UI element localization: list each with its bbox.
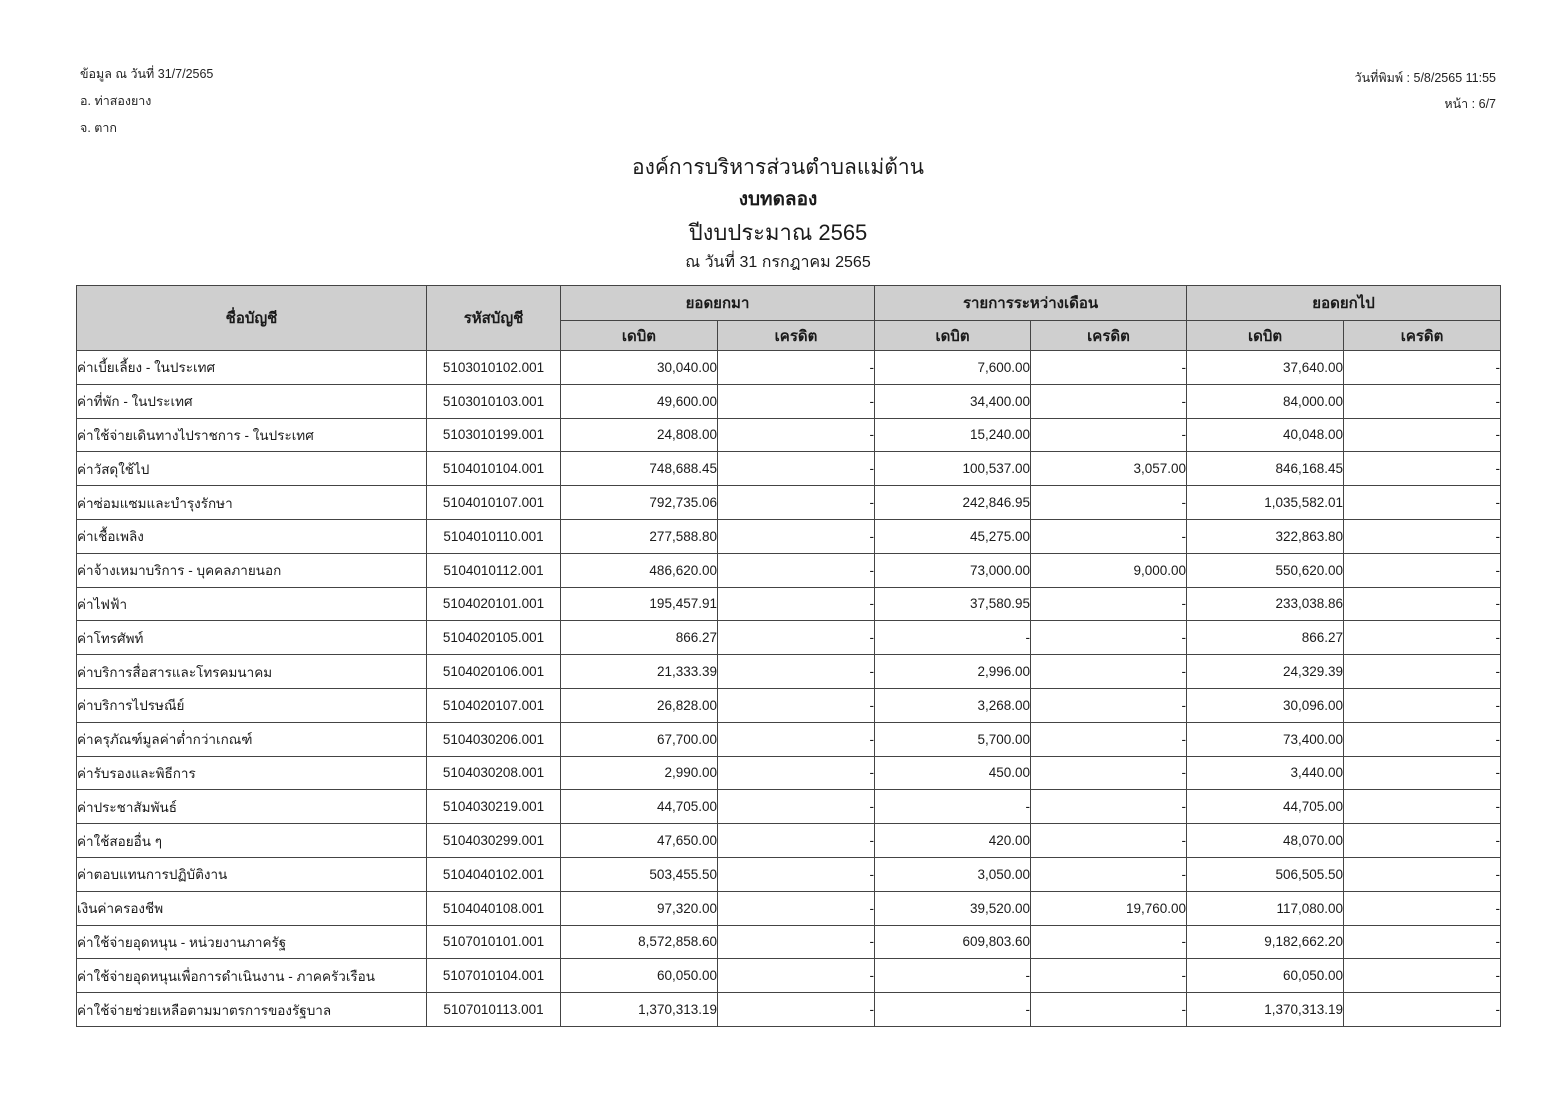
table-row [77,384,1501,418]
brought-forward-credit-cell: - [718,452,875,486]
brought-forward-debit-cell: 49,600.00 [561,384,718,418]
brought-forward-credit-cell: - [718,418,875,452]
account-code-cell: 5103010199.001 [427,418,561,452]
month-debit-cell: 34,400.00 [875,384,1031,418]
organization-title: องค์การบริหารส่วนตำบลแม่ต้าน [632,156,924,179]
account-code-cell: 5104040102.001 [427,857,561,891]
table-row [77,959,1501,993]
header-debit: เดบิต [875,321,1031,351]
account-name-cell: ค่าบริการไปรษณีย์ [77,688,427,722]
table-row [77,722,1501,756]
carried-forward-credit-cell: - [1344,824,1501,858]
brought-forward-credit-cell: - [718,384,875,418]
carried-forward-debit-cell: 322,863.80 [1187,519,1344,553]
account-code-cell: 5104030299.001 [427,824,561,858]
account-name-cell: เงินค่าครองชีพ [77,891,427,925]
header-account-name: ชื่อบัญชี [77,286,427,351]
carried-forward-debit-cell: 506,505.50 [1187,857,1344,891]
table-row [77,351,1501,385]
carried-forward-credit-cell: - [1344,351,1501,385]
brought-forward-debit-cell: 792,735.06 [561,486,718,520]
header-during-month: รายการระหว่างเดือน [875,286,1187,321]
brought-forward-credit-cell: - [718,655,875,689]
account-code-cell: 5104030208.001 [427,756,561,790]
header-brought-forward: ยอดยกมา [561,286,875,321]
account-code-cell: 5104010107.001 [427,486,561,520]
carried-forward-credit-cell: - [1344,519,1501,553]
table-row [77,993,1501,1027]
carried-forward-debit-cell: 866.27 [1187,621,1344,655]
month-credit-cell: - [1031,519,1187,553]
table-row [77,857,1501,891]
district: อ. ท่าสองยาง [80,94,152,108]
table-row [77,688,1501,722]
carried-forward-debit-cell: 24,329.39 [1187,655,1344,689]
brought-forward-debit-cell: 60,050.00 [561,959,718,993]
header-credit: เครดิต [1344,321,1501,351]
brought-forward-credit-cell: - [718,587,875,621]
account-code-cell: 5104010112.001 [427,553,561,587]
account-name-cell: ค่าบริการสื่อสารและโทรคมนาคม [77,655,427,689]
brought-forward-credit-cell: - [718,351,875,385]
fiscal-year: ปีงบประมาณ 2565 [688,220,868,245]
brought-forward-credit-cell: - [718,925,875,959]
carried-forward-credit-cell: - [1344,993,1501,1027]
account-code-cell: 5104020106.001 [427,655,561,689]
month-debit-cell: 100,537.00 [875,452,1031,486]
carried-forward-credit-cell: - [1344,959,1501,993]
brought-forward-debit-cell: 24,808.00 [561,418,718,452]
carried-forward-debit-cell: 9,182,662.20 [1187,925,1344,959]
month-debit-cell: - [875,993,1031,1027]
header-debit: เดบิต [1187,321,1344,351]
carried-forward-debit-cell: 846,168.45 [1187,452,1344,486]
brought-forward-debit-cell: 486,620.00 [561,553,718,587]
account-code-cell: 5107010113.001 [427,993,561,1027]
brought-forward-credit-cell: - [718,688,875,722]
month-debit-cell: 2,996.00 [875,655,1031,689]
table-row [77,587,1501,621]
account-name-cell: ค่ารับรองและพิธีการ [77,756,427,790]
account-code-cell: 5103010103.001 [427,384,561,418]
account-name-cell: ค่าวัสดุใช้ไป [77,452,427,486]
brought-forward-credit-cell: - [718,553,875,587]
carried-forward-credit-cell: - [1344,621,1501,655]
table-row [77,418,1501,452]
carried-forward-credit-cell: - [1344,688,1501,722]
carried-forward-credit-cell: - [1344,756,1501,790]
month-credit-cell: 9,000.00 [1031,553,1187,587]
month-credit-cell: - [1031,925,1187,959]
table-row [77,824,1501,858]
report-meta-right [1355,70,1496,122]
account-code-cell: 5107010104.001 [427,959,561,993]
account-name-cell: ค่าจ้างเหมาบริการ - บุคคลภายนอก [77,553,427,587]
account-code-cell: 5107010101.001 [427,925,561,959]
table-row [77,655,1501,689]
month-debit-cell: 420.00 [875,824,1031,858]
carried-forward-credit-cell: - [1344,486,1501,520]
month-credit-cell: - [1031,688,1187,722]
brought-forward-credit-cell: - [718,519,875,553]
report-title: งบทดลอง [738,189,818,210]
carried-forward-debit-cell: 60,050.00 [1187,959,1344,993]
carried-forward-debit-cell: 40,048.00 [1187,418,1344,452]
month-credit-cell: - [1031,824,1187,858]
table-row [77,452,1501,486]
carried-forward-credit-cell: - [1344,722,1501,756]
header-credit: เครดิต [718,321,875,351]
carried-forward-credit-cell: - [1344,891,1501,925]
account-name-cell: ค่าไฟฟ้า [77,587,427,621]
table-row [77,519,1501,553]
carried-forward-debit-cell: 73,400.00 [1187,722,1344,756]
brought-forward-debit-cell: 195,457.91 [561,587,718,621]
as-of-date: ณ วันที่ 31 กรกฎาคม 2565 [685,254,871,271]
month-credit-cell: - [1031,655,1187,689]
account-name-cell: ค่าใช้สอยอื่น ๆ [77,824,427,858]
month-debit-cell: 45,275.00 [875,519,1031,553]
province: จ. ตาก [80,121,117,135]
brought-forward-credit-cell: - [718,621,875,655]
carried-forward-credit-cell: - [1344,655,1501,689]
month-credit-cell: 19,760.00 [1031,891,1187,925]
brought-forward-debit-cell: 44,705.00 [561,790,718,824]
month-credit-cell: - [1031,993,1187,1027]
month-credit-cell: - [1031,587,1187,621]
trial-balance-table [76,285,1501,1027]
account-name-cell: ค่าใช้จ่ายอุดหนุนเพื่อการดำเนินงาน - ภาคครัวเรือน [77,959,427,993]
brought-forward-debit-cell: 503,455.50 [561,857,718,891]
month-debit-cell: 39,520.00 [875,891,1031,925]
table-row [77,756,1501,790]
brought-forward-credit-cell: - [718,790,875,824]
carried-forward-debit-cell: 117,080.00 [1187,891,1344,925]
month-credit-cell: - [1031,384,1187,418]
account-name-cell: ค่าเบี้ยเลี้ยง - ในประเทศ [77,351,427,385]
month-credit-cell: - [1031,722,1187,756]
month-credit-cell: - [1031,857,1187,891]
account-code-cell: 5104030219.001 [427,790,561,824]
report-meta-left [80,66,213,147]
month-credit-cell: - [1031,486,1187,520]
brought-forward-debit-cell: 26,828.00 [561,688,718,722]
table-row [77,891,1501,925]
table-header [77,286,1501,351]
month-debit-cell: 3,050.00 [875,857,1031,891]
brought-forward-debit-cell: 748,688.45 [561,452,718,486]
carried-forward-debit-cell: 233,038.86 [1187,587,1344,621]
brought-forward-debit-cell: 8,572,858.60 [561,925,718,959]
table-row [77,790,1501,824]
month-debit-cell: 73,000.00 [875,553,1031,587]
account-name-cell: ค่าใช้จ่ายช่วยเหลือตามมาตรการของรัฐบาล [77,993,427,1027]
report-titles [0,152,1556,276]
carried-forward-debit-cell: 44,705.00 [1187,790,1344,824]
carried-forward-debit-cell: 550,620.00 [1187,553,1344,587]
month-debit-cell: 242,846.95 [875,486,1031,520]
account-code-cell: 5104020101.001 [427,587,561,621]
account-code-cell: 5104040108.001 [427,891,561,925]
brought-forward-debit-cell: 277,588.80 [561,519,718,553]
carried-forward-credit-cell: - [1344,553,1501,587]
table-row [77,925,1501,959]
month-debit-cell: 609,803.60 [875,925,1031,959]
account-name-cell: ค่าตอบแทนการปฏิบัติงาน [77,857,427,891]
month-debit-cell: 7,600.00 [875,351,1031,385]
brought-forward-debit-cell: 21,333.39 [561,655,718,689]
month-credit-cell: - [1031,418,1187,452]
month-credit-cell: - [1031,790,1187,824]
month-debit-cell: - [875,790,1031,824]
month-debit-cell: 5,700.00 [875,722,1031,756]
month-credit-cell: - [1031,756,1187,790]
account-code-cell: 5104030206.001 [427,722,561,756]
carried-forward-credit-cell: - [1344,587,1501,621]
carried-forward-credit-cell: - [1344,452,1501,486]
account-code-cell: 5104020105.001 [427,621,561,655]
table-row [77,553,1501,587]
month-debit-cell: 450.00 [875,756,1031,790]
account-name-cell: ค่าที่พัก - ในประเทศ [77,384,427,418]
month-credit-cell: - [1031,351,1187,385]
table-row [77,486,1501,520]
brought-forward-debit-cell: 67,700.00 [561,722,718,756]
account-code-cell: 5104010104.001 [427,452,561,486]
month-credit-cell: - [1031,959,1187,993]
carried-forward-debit-cell: 37,640.00 [1187,351,1344,385]
carried-forward-debit-cell: 1,370,313.19 [1187,993,1344,1027]
account-name-cell: ค่าเชื้อเพลิง [77,519,427,553]
month-debit-cell: - [875,621,1031,655]
print-date: วันที่พิมพ์ : 5/8/2565 11:55 [1354,71,1496,85]
carried-forward-debit-cell: 48,070.00 [1187,824,1344,858]
brought-forward-debit-cell: 30,040.00 [561,351,718,385]
header-debit: เดบิต [561,321,718,351]
brought-forward-debit-cell: 2,990.00 [561,756,718,790]
account-code-cell: 5103010102.001 [427,351,561,385]
brought-forward-debit-cell: 97,320.00 [561,891,718,925]
brought-forward-debit-cell: 866.27 [561,621,718,655]
carried-forward-credit-cell: - [1344,857,1501,891]
brought-forward-debit-cell: 47,650.00 [561,824,718,858]
account-name-cell: ค่าใช้จ่ายเดินทางไปราชการ - ในประเทศ [77,418,427,452]
carried-forward-debit-cell: 30,096.00 [1187,688,1344,722]
table-body [77,351,1501,1027]
account-code-cell: 5104010110.001 [427,519,561,553]
brought-forward-credit-cell: - [718,959,875,993]
carried-forward-credit-cell: - [1344,384,1501,418]
brought-forward-credit-cell: - [718,857,875,891]
account-code-cell: 5104020107.001 [427,688,561,722]
month-debit-cell: 37,580.95 [875,587,1031,621]
month-debit-cell: 15,240.00 [875,418,1031,452]
month-debit-cell: 3,268.00 [875,688,1031,722]
account-name-cell: ค่าโทรศัพท์ [77,621,427,655]
carried-forward-credit-cell: - [1344,418,1501,452]
carried-forward-debit-cell: 3,440.00 [1187,756,1344,790]
account-name-cell: ค่าครุภัณฑ์มูลค่าต่ำกว่าเกณฑ์ [77,722,427,756]
month-debit-cell: - [875,959,1031,993]
account-name-cell: ค่าซ่อมแซมและบำรุงรักษา [77,486,427,520]
header-carried-forward: ยอดยกไป [1187,286,1501,321]
brought-forward-credit-cell: - [718,891,875,925]
carried-forward-debit-cell: 84,000.00 [1187,384,1344,418]
carried-forward-debit-cell: 1,035,582.01 [1187,486,1344,520]
brought-forward-credit-cell: - [718,993,875,1027]
account-name-cell: ค่าใช้จ่ายอุดหนุน - หน่วยงานภาครัฐ [77,925,427,959]
carried-forward-credit-cell: - [1344,790,1501,824]
page-number: หน้า : 6/7 [1444,97,1496,111]
carried-forward-credit-cell: - [1344,925,1501,959]
header-credit: เครดิต [1031,321,1187,351]
brought-forward-credit-cell: - [718,756,875,790]
month-credit-cell: - [1031,621,1187,655]
table-row [77,621,1501,655]
month-credit-cell: 3,057.00 [1031,452,1187,486]
data-date: ข้อมูล ณ วันที่ 31/7/2565 [80,67,214,81]
brought-forward-credit-cell: - [718,824,875,858]
brought-forward-debit-cell: 1,370,313.19 [561,993,718,1027]
brought-forward-credit-cell: - [718,486,875,520]
brought-forward-credit-cell: - [718,722,875,756]
header-account-code: รหัสบัญชี [427,286,561,351]
account-name-cell: ค่าประชาสัมพันธ์ [77,790,427,824]
